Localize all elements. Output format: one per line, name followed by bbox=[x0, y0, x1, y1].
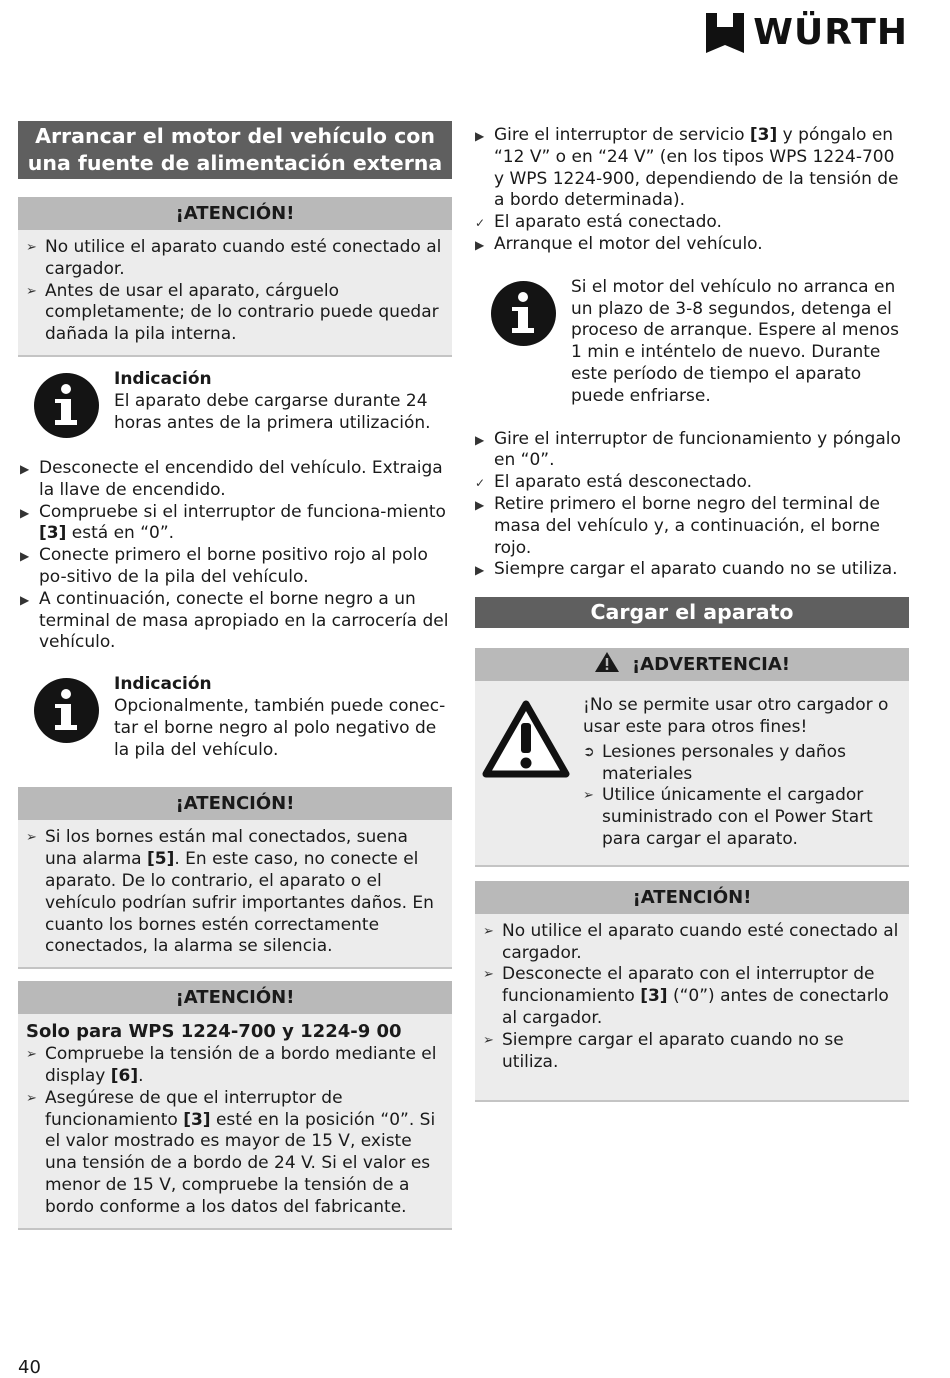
step-list bbox=[18, 458, 452, 654]
info-icon bbox=[34, 678, 99, 743]
step-item: ▶ Conecte primero el borne positivo rojo al polo po-sitivo de la pila del vehículo. bbox=[20, 545, 428, 587]
chevron-right-icon: ➢ bbox=[26, 240, 37, 255]
checkmark-icon: ✓ bbox=[475, 216, 486, 231]
triangle-right-icon: ▶ bbox=[20, 461, 30, 476]
list-item: ➢ No utilice el aparato cuando esté conectado al cargador. bbox=[483, 920, 899, 963]
step-item: ▶ Gire el interruptor de servicio [3] y póngalo en “12 V” o en “24 V” (en los tipos WPS 1224-700 y WPS 1224-900, dependiendo de la tensión de a bordo determinada). bbox=[475, 125, 899, 211]
step-item: ▶ Compruebe si el interruptor de funciona-miento [3] está en “0”. bbox=[20, 501, 446, 544]
attention-heading: ¡ATENCIÓN! bbox=[18, 981, 452, 1014]
action-item: ➢ Utilice únicamente el cargador suministrado con el Power Start para cargar el aparato. bbox=[583, 785, 873, 849]
list-item: ➢ Compruebe la tensión de a bordo mediante el display [6]. bbox=[26, 1044, 437, 1086]
right-column bbox=[475, 121, 909, 1102]
list-item: ➢ No utilice el aparato cuando esté conectado al cargador. bbox=[26, 237, 442, 279]
attention-box bbox=[18, 787, 452, 969]
triangle-right-icon: ▶ bbox=[20, 549, 30, 564]
warning-box bbox=[475, 648, 909, 867]
list-item: ➢ Asegúrese de que el interruptor de funcionamiento [3] esté en la posición “0”. Si el valor mostrado es mayor de 15 V, existe una tensión de a bordo de 24 V. Si el valor es menor de 15 V, compruebe la tensión de a bordo conforme a los datos del fabricante. bbox=[26, 1087, 436, 1217]
result-item: ✓ El aparato está conectado. bbox=[475, 212, 909, 234]
note-box bbox=[475, 277, 909, 408]
triangle-right-icon: ▶ bbox=[20, 505, 30, 520]
chevron-right-icon: ➢ bbox=[483, 923, 494, 939]
chevron-right-icon: ➢ bbox=[26, 1047, 37, 1063]
warning-triangle-icon bbox=[594, 651, 620, 684]
warning-heading-row bbox=[475, 648, 909, 681]
triangle-right-icon: ▶ bbox=[20, 592, 30, 607]
triangle-right-icon: ▶ bbox=[475, 237, 485, 252]
triangle-right-icon: ▶ bbox=[475, 129, 485, 143]
attention-heading: ¡ATENCIÓN! bbox=[475, 881, 909, 914]
list-item: ➢ Desconecte el aparato con el interruptor de funcionamiento [3] (“0”) antes de conectarlo al cargador. bbox=[483, 964, 889, 1028]
left-column bbox=[18, 121, 452, 1230]
brand-name: WÜRTH bbox=[753, 12, 908, 53]
note-heading: Indicación bbox=[114, 674, 212, 695]
chevron-right-icon: ➢ bbox=[583, 788, 594, 804]
step-item: ▶ Siempre cargar el aparato cuando no se utiliza. bbox=[475, 559, 909, 581]
list-item: ➢ Siempre cargar el aparato cuando no se utiliza. bbox=[483, 1029, 844, 1072]
page-number: 40 bbox=[18, 1357, 41, 1378]
step-list bbox=[475, 429, 909, 582]
step-item: ▶ Desconecte el encendido del vehículo. Extraiga la llave de encendido. bbox=[20, 457, 443, 500]
step-list bbox=[475, 125, 909, 256]
note-text: Opcionalmente, también puede conec-tar el borne negro al polo negativo de la pila del vehículo. bbox=[114, 695, 446, 760]
chevron-right-icon: ➢ bbox=[26, 830, 37, 846]
list-item: ➢ Antes de usar el aparato, cárguelo completamente; de lo contrario puede quedar dañada la pila interna. bbox=[26, 280, 439, 345]
step-item: ▶ Arranque el motor del vehículo. bbox=[475, 234, 909, 256]
attention-box bbox=[475, 881, 909, 1103]
info-icon bbox=[491, 281, 556, 346]
chevron-right-icon: ➢ bbox=[26, 283, 37, 299]
warning-heading: ¡ADVERTENCIA! bbox=[631, 654, 791, 676]
chevron-right-icon: ➢ bbox=[483, 1032, 494, 1048]
note-heading: Indicación bbox=[114, 368, 212, 389]
list-item: ➢ Si los bornes están mal conectados, suena una alarma [5]. En este caso, no conecte el aparato. De lo contrario, el aparato o el vehículo podrían sufrir importantes daños. En cuanto los bornes estén correctamente conectados, la alarma se silencia. bbox=[26, 827, 434, 957]
triangle-right-icon: ▶ bbox=[475, 563, 485, 578]
section-title: Cargar el aparato bbox=[475, 597, 909, 628]
attention-heading: ¡ATENCIÓN! bbox=[18, 197, 452, 230]
step-item: ▶ A continuación, conecte el borne negro a un terminal de masa apropiado en la carrocería del vehículo. bbox=[20, 588, 449, 653]
attention-box bbox=[18, 197, 452, 357]
arrow-right-icon: ➲ bbox=[583, 743, 595, 760]
chevron-right-icon: ➢ bbox=[483, 967, 494, 983]
section-title: Arrancar el motor del vehículo con una fuente de alimentación externa bbox=[18, 121, 452, 179]
result-item: ✓ El aparato está desconectado. bbox=[475, 472, 909, 494]
note-box bbox=[18, 369, 452, 438]
chevron-right-icon: ➢ bbox=[26, 1090, 37, 1106]
wurth-emblem-icon bbox=[706, 13, 744, 53]
info-icon bbox=[34, 373, 99, 438]
wurth-logo bbox=[706, 12, 908, 53]
attention-subheading: Solo para WPS 1224-700 y 1224-9 00 bbox=[26, 1021, 402, 1043]
warning-sign-icon bbox=[481, 695, 583, 851]
step-item: ▶ Retire primero el borne negro del terminal de masa del vehículo y, a continuación, el borne rojo. bbox=[475, 493, 881, 558]
step-item: ▶ Gire el interruptor de funcionamiento y póngalo en “0”. bbox=[475, 428, 901, 471]
attention-heading: ¡ATENCIÓN! bbox=[18, 787, 452, 820]
note-text: Si el motor del vehículo no arranca en un plazo de 3-8 segundos, detenga el proceso de arranque. Espere al menos 1 min e inténtelo de nuevo. Durante este período de tiempo el aparato puede enfriarse. bbox=[571, 276, 899, 406]
checkmark-icon: ✓ bbox=[475, 476, 486, 491]
consequence-item: ➲ Lesiones personales y daños materiales bbox=[583, 741, 846, 784]
triangle-right-icon: ▶ bbox=[475, 432, 485, 447]
note-box bbox=[18, 674, 452, 761]
warning-intro: ¡No se permite usar otro cargador o usar este para otros fines! bbox=[583, 695, 889, 737]
triangle-right-icon: ▶ bbox=[475, 497, 485, 512]
attention-box bbox=[18, 981, 452, 1229]
note-text: El aparato debe cargarse durante 24 horas antes de la primera utilización. bbox=[114, 390, 431, 433]
